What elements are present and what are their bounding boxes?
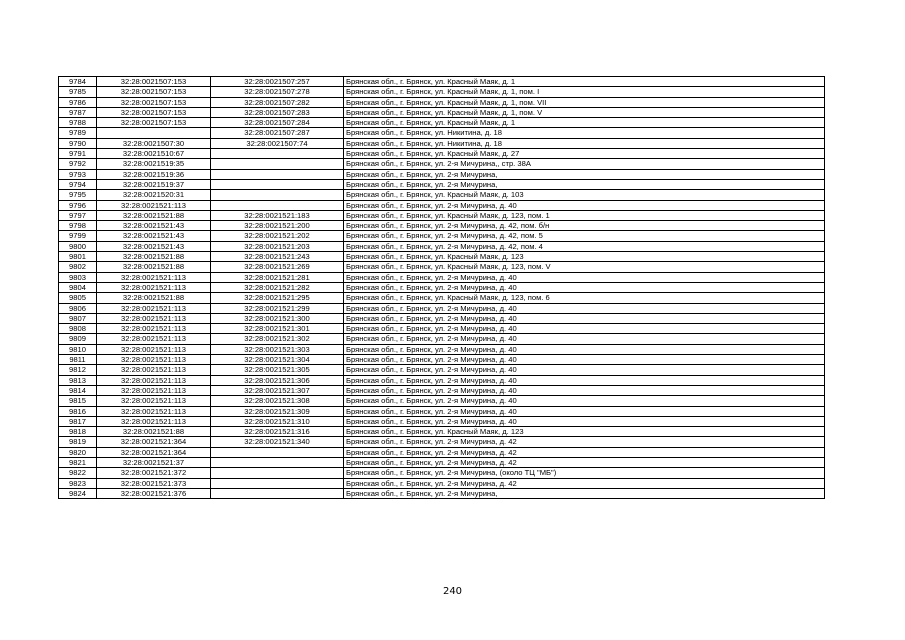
row-number-cell: 9807 (59, 313, 97, 323)
row-number-cell: 9808 (59, 324, 97, 334)
row-number-cell: 9789 (59, 128, 97, 138)
row-number-cell: 9823 (59, 478, 97, 488)
land-cadastral-number-cell: 32:28:0021521:364 (97, 437, 211, 447)
table-row (59, 159, 825, 169)
address-cell: Брянская обл., г. Брянск, ул. 2-я Мичурина, д. 40 (344, 365, 825, 375)
land-cadastral-number-cell: 32:28:0021507:30 (97, 138, 211, 148)
land-cadastral-number-cell: 32:28:0021507:153 (97, 97, 211, 107)
land-cadastral-number-cell: 32:28:0021521:113 (97, 355, 211, 365)
address-cell: Брянская обл., г. Брянск, ул. 2-я Мичурина, д. 40 (344, 416, 825, 426)
row-number-cell: 9814 (59, 385, 97, 395)
row-number-cell: 9806 (59, 303, 97, 313)
table-row (59, 138, 825, 148)
row-number-cell: 9805 (59, 293, 97, 303)
land-cadastral-number-cell: 32:28:0021521:113 (97, 324, 211, 334)
address-cell: Брянская обл., г. Брянск, ул. 2-я Мичурина, (344, 179, 825, 189)
address-cell: Брянская обл., г. Брянск, ул. Красный Маяк, д. 103 (344, 190, 825, 200)
address-cell: Брянская обл., г. Брянск, ул. Красный Маяк, д. 123, пом. V (344, 262, 825, 272)
address-cell: Брянская обл., г. Брянск, ул. 2-я Мичурина, д. 40 (344, 324, 825, 334)
land-cadastral-number-cell: 32:28:0021521:113 (97, 282, 211, 292)
object-cadastral-number-cell: 32:28:0021521:309 (211, 406, 344, 416)
row-number-cell: 9796 (59, 200, 97, 210)
row-number-cell: 9785 (59, 87, 97, 97)
row-number-cell: 9809 (59, 334, 97, 344)
object-cadastral-number-cell: 32:28:0021507:284 (211, 118, 344, 128)
object-cadastral-number-cell: 32:28:0021507:74 (211, 138, 344, 148)
table-row (59, 334, 825, 344)
table-row (59, 437, 825, 447)
object-cadastral-number-cell: 32:28:0021521:303 (211, 344, 344, 354)
table-row (59, 468, 825, 478)
row-number-cell: 9822 (59, 468, 97, 478)
land-cadastral-number-cell: 32:28:0021510:67 (97, 149, 211, 159)
land-cadastral-number-cell: 32:28:0021519:37 (97, 179, 211, 189)
row-number-cell: 9804 (59, 282, 97, 292)
row-number-cell: 9791 (59, 149, 97, 159)
table-row (59, 478, 825, 488)
row-number-cell: 9788 (59, 118, 97, 128)
land-cadastral-number-cell: 32:28:0021507:153 (97, 77, 211, 87)
land-cadastral-number-cell: 32:28:0021521:88 (97, 210, 211, 220)
land-cadastral-number-cell (97, 128, 211, 138)
table-row (59, 344, 825, 354)
land-cadastral-number-cell: 32:28:0021519:36 (97, 169, 211, 179)
land-cadastral-number-cell: 32:28:0021507:153 (97, 118, 211, 128)
object-cadastral-number-cell (211, 159, 344, 169)
object-cadastral-number-cell: 32:28:0021521:281 (211, 272, 344, 282)
table-row (59, 355, 825, 365)
table-row (59, 396, 825, 406)
registry-table-body (59, 77, 825, 499)
land-cadastral-number-cell: 32:28:0021521:37 (97, 457, 211, 467)
table-row (59, 210, 825, 220)
address-cell: Брянская обл., г. Брянск, ул. 2-я Мичурина, д. 40 (344, 272, 825, 282)
address-cell: Брянская обл., г. Брянск, ул. 2-я Мичурина, д. 40 (344, 406, 825, 416)
table-row (59, 118, 825, 128)
object-cadastral-number-cell (211, 457, 344, 467)
object-cadastral-number-cell: 32:28:0021521:202 (211, 231, 344, 241)
object-cadastral-number-cell: 32:28:0021521:295 (211, 293, 344, 303)
land-cadastral-number-cell: 32:28:0021521:113 (97, 200, 211, 210)
row-number-cell: 9810 (59, 344, 97, 354)
table-row (59, 262, 825, 272)
object-cadastral-number-cell: 32:28:0021521:269 (211, 262, 344, 272)
table-row (59, 190, 825, 200)
address-cell: Брянская обл., г. Брянск, ул. 2-я Мичурина, (около ТЦ "МБ") (344, 468, 825, 478)
object-cadastral-number-cell: 32:28:0021521:300 (211, 313, 344, 323)
row-number-cell: 9815 (59, 396, 97, 406)
address-cell: Брянская обл., г. Брянск, ул. 2-я Мичурина, д. 40 (344, 200, 825, 210)
table-row (59, 324, 825, 334)
object-cadastral-number-cell: 32:28:0021507:283 (211, 107, 344, 117)
table-row (59, 87, 825, 97)
table-row (59, 385, 825, 395)
land-cadastral-number-cell: 32:28:0021521:113 (97, 303, 211, 313)
row-number-cell: 9821 (59, 457, 97, 467)
land-cadastral-number-cell: 32:28:0021521:113 (97, 334, 211, 344)
address-cell: Брянская обл., г. Брянск, ул. Красный Маяк, д. 1, пом. VII (344, 97, 825, 107)
object-cadastral-number-cell: 32:28:0021521:316 (211, 427, 344, 437)
row-number-cell: 9798 (59, 221, 97, 231)
table-row (59, 77, 825, 87)
table-row (59, 97, 825, 107)
land-cadastral-number-cell: 32:28:0021521:364 (97, 447, 211, 457)
address-cell: Брянская обл., г. Брянск, ул. Красный Маяк, д. 1 (344, 77, 825, 87)
object-cadastral-number-cell: 32:28:0021521:306 (211, 375, 344, 385)
table-row (59, 179, 825, 189)
row-number-cell: 9801 (59, 252, 97, 262)
land-cadastral-number-cell: 32:28:0021519:35 (97, 159, 211, 169)
row-number-cell: 9797 (59, 210, 97, 220)
object-cadastral-number-cell (211, 468, 344, 478)
land-cadastral-number-cell: 32:28:0021521:372 (97, 468, 211, 478)
land-cadastral-number-cell: 32:28:0021521:113 (97, 396, 211, 406)
object-cadastral-number-cell: 32:28:0021521:183 (211, 210, 344, 220)
address-cell: Брянская обл., г. Брянск, ул. Красный Маяк, д. 123 (344, 427, 825, 437)
land-cadastral-number-cell: 32:28:0021521:88 (97, 262, 211, 272)
land-cadastral-number-cell: 32:28:0021521:113 (97, 416, 211, 426)
row-number-cell: 9792 (59, 159, 97, 169)
land-cadastral-number-cell: 32:28:0021507:153 (97, 107, 211, 117)
row-number-cell: 9818 (59, 427, 97, 437)
address-cell: Брянская обл., г. Брянск, ул. 2-я Мичурина, (344, 488, 825, 498)
address-cell: Брянская обл., г. Брянск, ул. 2-я Мичурина,, стр. 38А (344, 159, 825, 169)
object-cadastral-number-cell (211, 200, 344, 210)
table-row (59, 241, 825, 251)
land-cadastral-number-cell: 32:28:0021521:88 (97, 427, 211, 437)
address-cell: Брянская обл., г. Брянск, ул. 2-я Мичурина, д. 40 (344, 355, 825, 365)
object-cadastral-number-cell: 32:28:0021521:243 (211, 252, 344, 262)
row-number-cell: 9795 (59, 190, 97, 200)
table-row (59, 282, 825, 292)
address-cell: Брянская обл., г. Брянск, ул. Красный Маяк, д. 123, пом. 6 (344, 293, 825, 303)
object-cadastral-number-cell (211, 478, 344, 488)
table-row (59, 313, 825, 323)
table-row (59, 375, 825, 385)
address-cell: Брянская обл., г. Брянск, ул. Красный Маяк, д. 1 (344, 118, 825, 128)
land-cadastral-number-cell: 32:28:0021521:376 (97, 488, 211, 498)
table-row (59, 221, 825, 231)
address-cell: Брянская обл., г. Брянск, ул. 2-я Мичурина, д. 42, пом. б/н (344, 221, 825, 231)
address-cell: Брянская обл., г. Брянск, ул. Красный Маяк, д. 1, пом. I (344, 87, 825, 97)
row-number-cell: 9800 (59, 241, 97, 251)
row-number-cell: 9813 (59, 375, 97, 385)
object-cadastral-number-cell: 32:28:0021507:282 (211, 97, 344, 107)
land-cadastral-number-cell: 32:28:0021521:43 (97, 221, 211, 231)
object-cadastral-number-cell: 32:28:0021507:278 (211, 87, 344, 97)
address-cell: Брянская обл., г. Брянск, ул. Никитина, д. 18 (344, 138, 825, 148)
address-cell: Брянская обл., г. Брянск, ул. Никитина, д. 18 (344, 128, 825, 138)
address-cell: Брянская обл., г. Брянск, ул. 2-я Мичурина, д. 42, пом. 4 (344, 241, 825, 251)
row-number-cell: 9803 (59, 272, 97, 282)
table-row (59, 303, 825, 313)
land-cadastral-number-cell: 32:28:0021521:113 (97, 272, 211, 282)
land-cadastral-number-cell: 32:28:0021521:88 (97, 293, 211, 303)
land-cadastral-number-cell: 32:28:0021520:31 (97, 190, 211, 200)
object-cadastral-number-cell (211, 169, 344, 179)
land-cadastral-number-cell: 32:28:0021521:113 (97, 375, 211, 385)
table-row (59, 252, 825, 262)
object-cadastral-number-cell (211, 179, 344, 189)
row-number-cell: 9790 (59, 138, 97, 148)
object-cadastral-number-cell (211, 447, 344, 457)
table-row (59, 149, 825, 159)
row-number-cell: 9817 (59, 416, 97, 426)
table-row (59, 447, 825, 457)
land-cadastral-number-cell: 32:28:0021521:113 (97, 344, 211, 354)
table-row (59, 231, 825, 241)
land-cadastral-number-cell: 32:28:0021521:88 (97, 252, 211, 262)
address-cell: Брянская обл., г. Брянск, ул. 2-я Мичурина, д. 42 (344, 437, 825, 447)
object-cadastral-number-cell: 32:28:0021521:340 (211, 437, 344, 447)
cadastral-registry-table (58, 76, 825, 499)
object-cadastral-number-cell: 32:28:0021521:282 (211, 282, 344, 292)
address-cell: Брянская обл., г. Брянск, ул. Красный Маяк, д. 1, пом. V (344, 107, 825, 117)
land-cadastral-number-cell: 32:28:0021521:113 (97, 313, 211, 323)
land-cadastral-number-cell: 32:28:0021521:43 (97, 231, 211, 241)
table-row (59, 293, 825, 303)
land-cadastral-number-cell: 32:28:0021521:113 (97, 406, 211, 416)
address-cell: Брянская обл., г. Брянск, ул. 2-я Мичурина, д. 40 (344, 303, 825, 313)
land-cadastral-number-cell: 32:28:0021521:43 (97, 241, 211, 251)
row-number-cell: 9824 (59, 488, 97, 498)
row-number-cell: 9812 (59, 365, 97, 375)
table-row (59, 200, 825, 210)
row-number-cell: 9787 (59, 107, 97, 117)
land-cadastral-number-cell: 32:28:0021521:113 (97, 365, 211, 375)
object-cadastral-number-cell: 32:28:0021521:200 (211, 221, 344, 231)
address-cell: Брянская обл., г. Брянск, ул. 2-я Мичурина, д. 40 (344, 385, 825, 395)
address-cell: Брянская обл., г. Брянск, ул. Красный Маяк, д. 123 (344, 252, 825, 262)
address-cell: Брянская обл., г. Брянск, ул. 2-я Мичурина, д. 42 (344, 478, 825, 488)
object-cadastral-number-cell: 32:28:0021521:307 (211, 385, 344, 395)
address-cell: Брянская обл., г. Брянск, ул. 2-я Мичурина, д. 40 (344, 375, 825, 385)
table-row (59, 169, 825, 179)
table-row (59, 128, 825, 138)
address-cell: Брянская обл., г. Брянск, ул. Красный Маяк, д. 27 (344, 149, 825, 159)
address-cell: Брянская обл., г. Брянск, ул. 2-я Мичурина, д. 42 (344, 447, 825, 457)
address-cell: Брянская обл., г. Брянск, ул. 2-я Мичурина, д. 42, пом. 5 (344, 231, 825, 241)
table-row (59, 107, 825, 117)
object-cadastral-number-cell: 32:28:0021521:299 (211, 303, 344, 313)
table-row (59, 416, 825, 426)
address-cell: Брянская обл., г. Брянск, ул. 2-я Мичурина, д. 40 (344, 334, 825, 344)
row-number-cell: 9784 (59, 77, 97, 87)
table-row (59, 488, 825, 498)
address-cell: Брянская обл., г. Брянск, ул. 2-я Мичурина, д. 42 (344, 457, 825, 467)
land-cadastral-number-cell: 32:28:0021521:113 (97, 385, 211, 395)
land-cadastral-number-cell: 32:28:0021507:153 (97, 87, 211, 97)
page-number: 240 (442, 586, 463, 597)
address-cell: Брянская обл., г. Брянск, ул. 2-я Мичурина, д. 40 (344, 344, 825, 354)
object-cadastral-number-cell: 32:28:0021521:310 (211, 416, 344, 426)
table-row (59, 406, 825, 416)
object-cadastral-number-cell: 32:28:0021521:308 (211, 396, 344, 406)
row-number-cell: 9799 (59, 231, 97, 241)
row-number-cell: 9794 (59, 179, 97, 189)
object-cadastral-number-cell: 32:28:0021507:257 (211, 77, 344, 87)
table-row (59, 457, 825, 467)
object-cadastral-number-cell (211, 190, 344, 200)
object-cadastral-number-cell: 32:28:0021521:302 (211, 334, 344, 344)
row-number-cell: 9802 (59, 262, 97, 272)
object-cadastral-number-cell: 32:28:0021521:203 (211, 241, 344, 251)
land-cadastral-number-cell: 32:28:0021521:373 (97, 478, 211, 488)
row-number-cell: 9793 (59, 169, 97, 179)
address-cell: Брянская обл., г. Брянск, ул. 2-я Мичурина, д. 40 (344, 396, 825, 406)
row-number-cell: 9786 (59, 97, 97, 107)
address-cell: Брянская обл., г. Брянск, ул. 2-я Мичурина, д. 40 (344, 282, 825, 292)
table-row (59, 365, 825, 375)
row-number-cell: 9820 (59, 447, 97, 457)
table-row (59, 427, 825, 437)
row-number-cell: 9819 (59, 437, 97, 447)
row-number-cell: 9811 (59, 355, 97, 365)
address-cell: Брянская обл., г. Брянск, ул. 2-я Мичурина, (344, 169, 825, 179)
row-number-cell: 9816 (59, 406, 97, 416)
object-cadastral-number-cell (211, 488, 344, 498)
object-cadastral-number-cell: 32:28:0021521:304 (211, 355, 344, 365)
object-cadastral-number-cell: 32:28:0021521:301 (211, 324, 344, 334)
table-row (59, 272, 825, 282)
object-cadastral-number-cell: 32:28:0021521:305 (211, 365, 344, 375)
address-cell: Брянская обл., г. Брянск, ул. Красный Маяк, д. 123, пом. 1 (344, 210, 825, 220)
object-cadastral-number-cell (211, 149, 344, 159)
object-cadastral-number-cell: 32:28:0021507:287 (211, 128, 344, 138)
address-cell: Брянская обл., г. Брянск, ул. 2-я Мичурина, д. 40 (344, 313, 825, 323)
